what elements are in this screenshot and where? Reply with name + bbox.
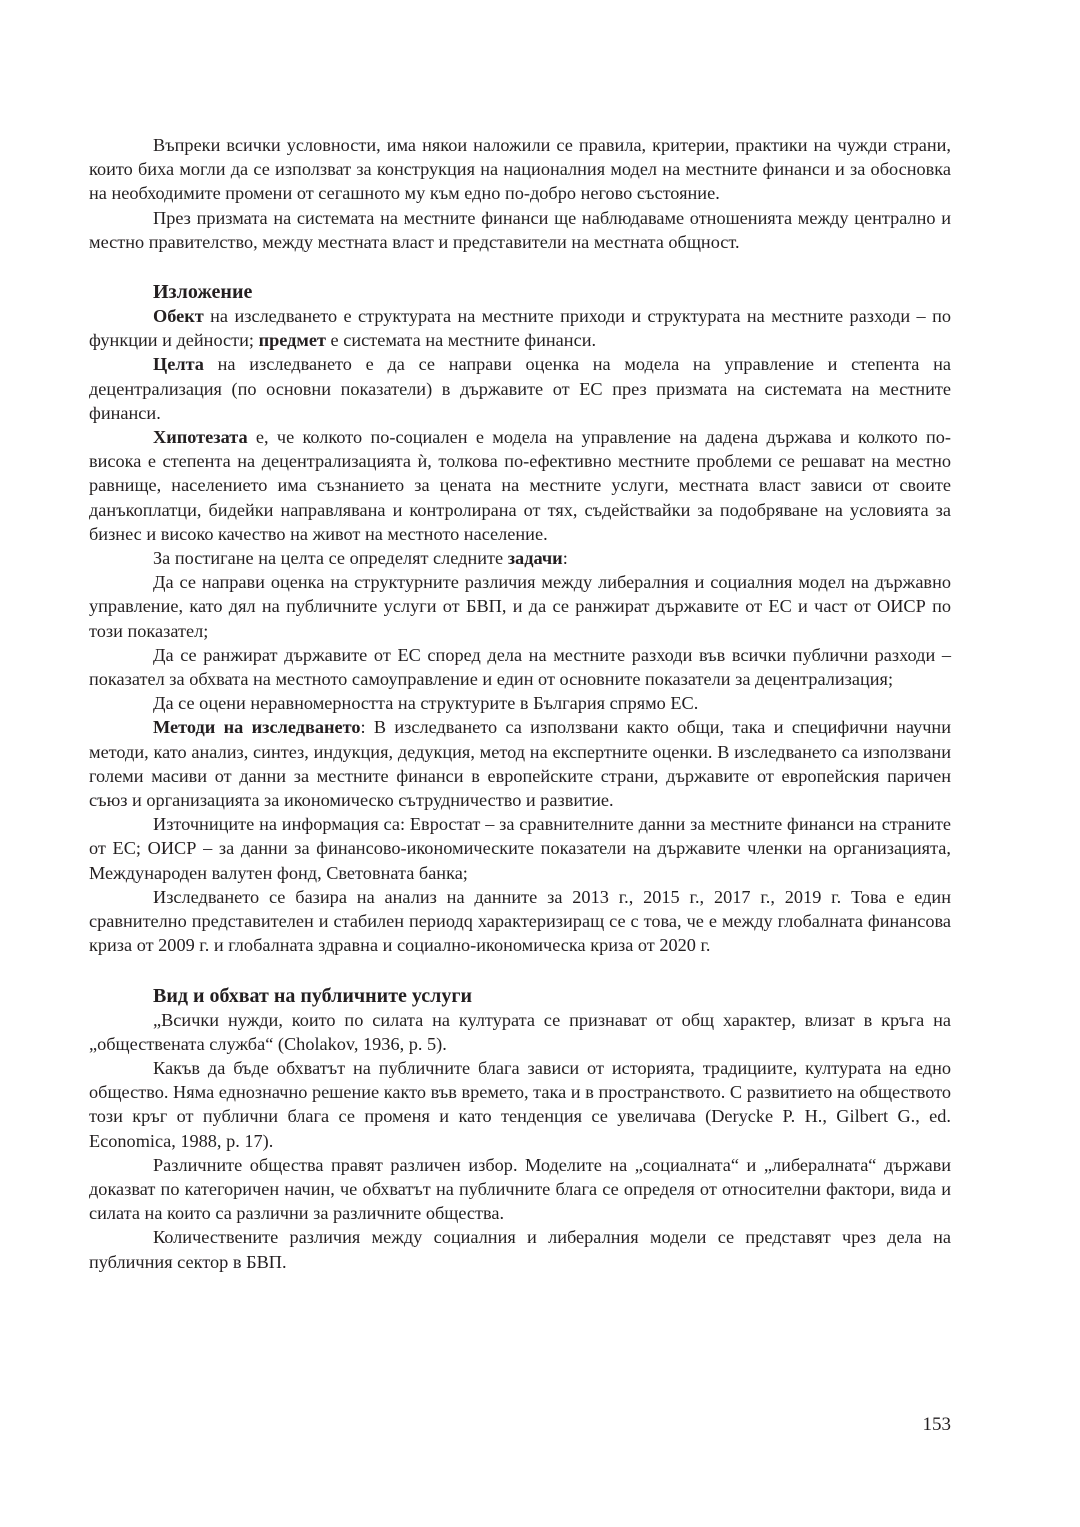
section-heading-izlozhenie: Изложение bbox=[153, 281, 253, 304]
goal-paragraph bbox=[89, 352, 951, 425]
public-services-paragraph-4: Количествените различия между социалния и либералния модели се представят чрез дела на публичния сектор в БВП. bbox=[89, 1227, 951, 1272]
intro-paragraph-1: Въпреки всички условности, има някои наложили се правила, критерии, практики на чужди страни, които биха могли да се използват за конструкция на националния модел на местните финанси и за обосновка на необходимите промени от сегашното му към едно по-добро негово състояние. bbox=[89, 135, 951, 204]
tasks-intro-paragraph bbox=[89, 546, 951, 570]
goal-label: Целта bbox=[153, 354, 204, 375]
public-services-paragraph-2: Какъв да бъде обхватът на публичните блага зависи от историята, традициите, културата на едно общество. Няма еднозначно решение както във времето, така и в пространството. С развитието на обществото този кръг от публични блага се променя и като тенденция се увеличава (Derycke P. H., Gilbert G., ed. Economica, 1988, p. 17). bbox=[89, 1057, 951, 1151]
task-3: Да се оцени неравномерността на структурите в България спрямо ЕС. bbox=[153, 693, 699, 714]
hypothesis-paragraph bbox=[89, 425, 951, 546]
object-text-2: е системата на местните финанси. bbox=[325, 330, 597, 351]
section-heading-public-services: Вид и обхват на публичните услуги bbox=[153, 984, 472, 1007]
page-number: 153 bbox=[922, 1414, 951, 1435]
tasks-label: задачи bbox=[507, 548, 563, 569]
public-services-paragraph-3: Различните общества правят различен избор. Моделите на „социалната“ и „либералната“ държави доказват по категоричен начин, че обхватът на публичните блага се определя от относителни фактори, вида и силата на които са различни за различните общества. bbox=[89, 1154, 951, 1224]
methods-paragraph bbox=[89, 715, 951, 812]
methods-text: : В изследването са използвани както общи, така и специфични научни методи, като анализ, синтез, индукция, дедукция, метод на експертните оценки. В изследването са използвани големи масиви от данни за местните финанси в европейските страни, държавите от европейския паричен съюз и организацията за икономическо сътрудничество и развитие. bbox=[89, 717, 951, 811]
intro-paragraph-2: През призмата на системата на местните финанси ще наблюдаваме отношенията между централно и местно правителство, между местната власт и представители на местната общност. bbox=[89, 207, 951, 252]
tasks-post: : bbox=[562, 548, 568, 569]
methods-label: Методи на изследването bbox=[153, 717, 361, 738]
hypothesis-label: Хипотезата bbox=[153, 427, 248, 448]
object-text-1: на изследването е структурата на местните приходи и структурата на местните разходи – по функции и дейности; bbox=[89, 306, 951, 351]
task-2: Да се ранжират държавите от ЕС според дела на местните разходи във всички публични разходи – показател за обхвата на местното самоуправление и един от основните показатели за децентрализация; bbox=[89, 644, 951, 690]
tasks-pre: За постигане на целта се определят следните bbox=[153, 548, 508, 569]
goal-text: на изследването е да се направи оценка на модела на управление и степента на децентрализация (по основни показатели) в държавите от ЕС през призмата на системата на местните финанси. bbox=[89, 354, 951, 423]
object-label: Обект bbox=[153, 306, 204, 327]
object-paragraph bbox=[89, 304, 951, 352]
public-services-paragraph-1: „Всички нужди, които по силата на културата се признават от общ характер, влизат в кръга на „обществената служба“ (Cholakov, 1936, p. 5). bbox=[89, 1009, 951, 1054]
sources-paragraph: Източниците на информация са: Евростат – за сравнителните данни за местните финанси на страните от ЕС; ОИСР – за данни за финансово-икономическите показатели на държавите членки на организацията, Международен валутен фонд, Световната банка; bbox=[89, 814, 951, 883]
period-paragraph: Изследването се базира на анализ на данните за 2013 г., 2015 г., 2017 г., 2019 г. Това е един сравнително представителен и стабилен периодq характеризиращ се с това, че е между глобалната финансова криза от 2009 г. и глобалната здравна и социално-икономическа криза от 2020 г. bbox=[89, 886, 951, 956]
page-body bbox=[89, 133, 951, 1274]
hypothesis-text: е, че колкото по-социален е модела на управление на дадена държава и колкото по-висока е степента на децентрализацията ѝ, толкова по-ефективно местните проблеми се решават на местно равнище, населението има съзнанието за цената на местните услуги, местната власт зависи от своите данъкоплатци, бидейки направлявана и контролирана от тях, съдействайки за подобряване на условията за бизнес и високо качество на живот на местното население. bbox=[89, 427, 951, 544]
subject-label: предмет bbox=[258, 330, 326, 351]
task-1: Да се направи оценка на структурните различия между либералния и социалния модел на държавно управление, като дял на публичните услуги от БВП, и да се ранжират държавите от ЕС и част от ОИСР по този показател; bbox=[89, 572, 951, 641]
